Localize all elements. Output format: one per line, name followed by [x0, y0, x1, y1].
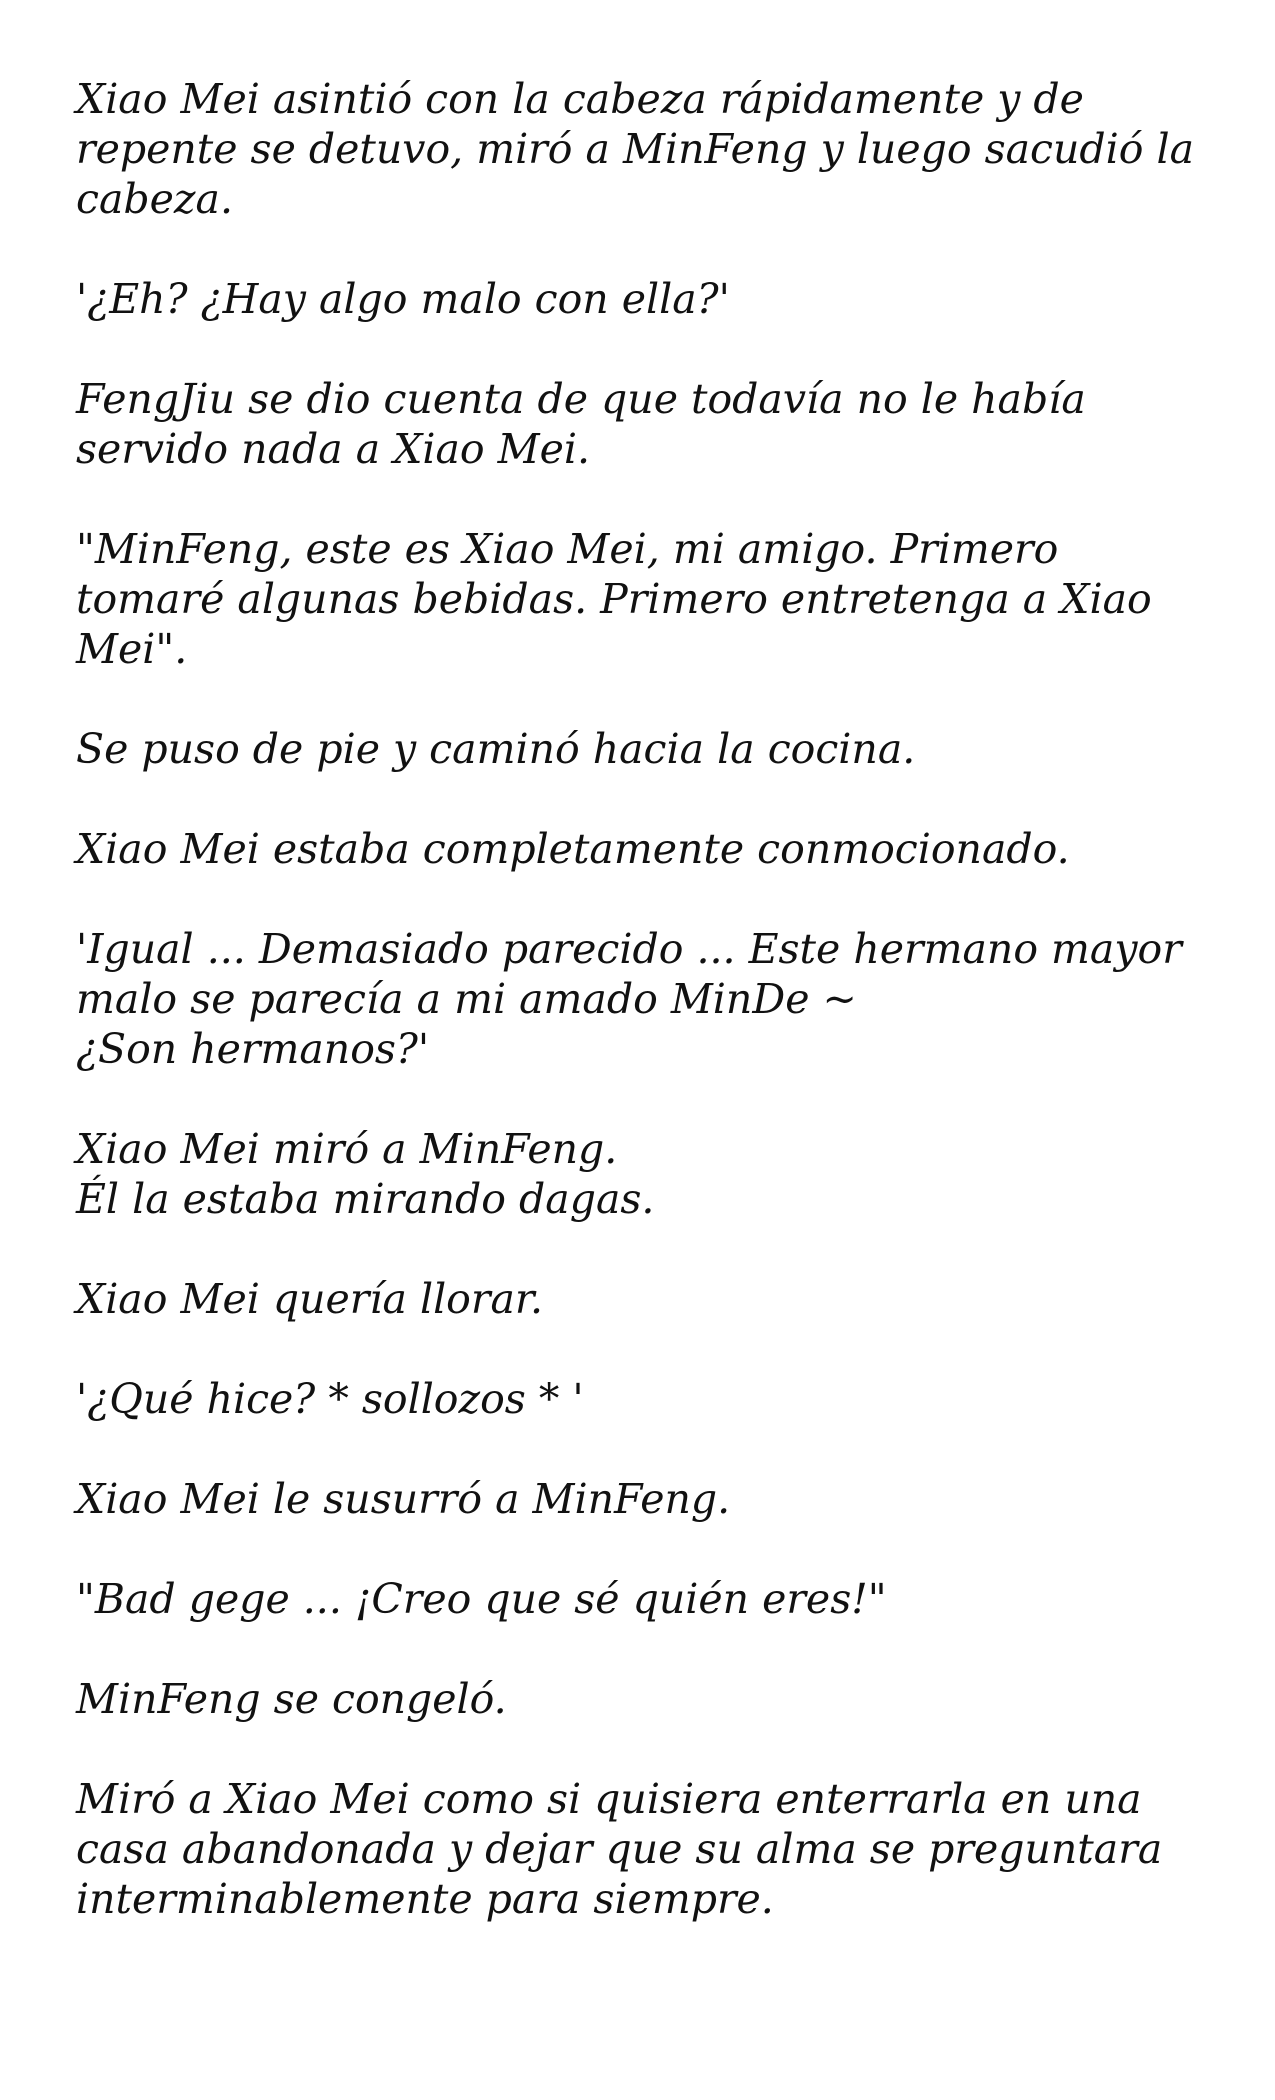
paragraph-2	[76, 274, 1226, 324]
text-line: FengJiu se dio cuenta de que todavía no le había	[76, 375, 1086, 423]
text-line: casa abandonada y dejar que su alma se preguntara	[76, 1825, 1163, 1873]
text-line: interminablemente para siempre.	[76, 1875, 774, 1923]
paragraph-3	[76, 374, 1226, 474]
text-line: Se puso de pie y caminó hacia la cocina.	[76, 725, 916, 773]
text-line: 'Igual ... Demasiado parecido ... Este hermano mayor	[76, 925, 1182, 973]
paragraph-7	[76, 924, 1226, 1074]
text-line: MinFeng se congeló.	[76, 1675, 507, 1723]
text-line: Xiao Mei le susurró a MinFeng.	[76, 1475, 731, 1523]
text-line: Xiao Mei quería llorar.	[76, 1275, 544, 1323]
paragraph-4	[76, 524, 1226, 674]
text-line: Miró a Xiao Mei como si quisiera enterrarla en una	[76, 1775, 1142, 1823]
paragraph-8	[76, 1124, 1226, 1224]
paragraph-11	[76, 1474, 1226, 1524]
text-line: tomaré algunas bebidas. Primero entretenga a Xiao	[76, 575, 1152, 623]
text-line: "MinFeng, este es Xiao Mei, mi amigo. Primero	[76, 525, 1059, 573]
paragraph-12	[76, 1574, 1226, 1624]
text-line: '¿Qué hice? * sollozos * '	[76, 1375, 584, 1423]
paragraph-5	[76, 724, 1226, 774]
text-line: repente se detuvo, miró a MinFeng y luego sacudió la	[76, 125, 1195, 173]
text-line: Xiao Mei estaba completamente conmocionado.	[76, 825, 1070, 873]
paragraph-6	[76, 824, 1226, 874]
text-line: '¿Eh? ¿Hay algo malo con ella?'	[76, 275, 730, 323]
paragraph-9	[76, 1274, 1226, 1324]
paragraph-1	[76, 74, 1226, 224]
text-line: "Bad gege ... ¡Creo que sé quién eres!"	[76, 1575, 887, 1623]
paragraph-14	[76, 1774, 1226, 1924]
text-line: Mei".	[76, 625, 188, 673]
paragraph-10	[76, 1374, 1226, 1424]
paragraph-13	[76, 1674, 1226, 1724]
text-line: Xiao Mei miró a MinFeng.	[76, 1125, 618, 1173]
text-line: malo se parecía a mi amado MinDe ~	[76, 975, 857, 1023]
text-line: Él la estaba mirando dagas.	[76, 1175, 655, 1223]
text-line: Xiao Mei asintió con la cabeza rápidamente y de	[76, 75, 1084, 123]
text-line: cabeza.	[76, 175, 233, 223]
text-line: ¿Son hermanos?'	[76, 1025, 430, 1073]
document-page	[76, 74, 1226, 1974]
text-line: servido nada a Xiao Mei.	[76, 425, 591, 473]
